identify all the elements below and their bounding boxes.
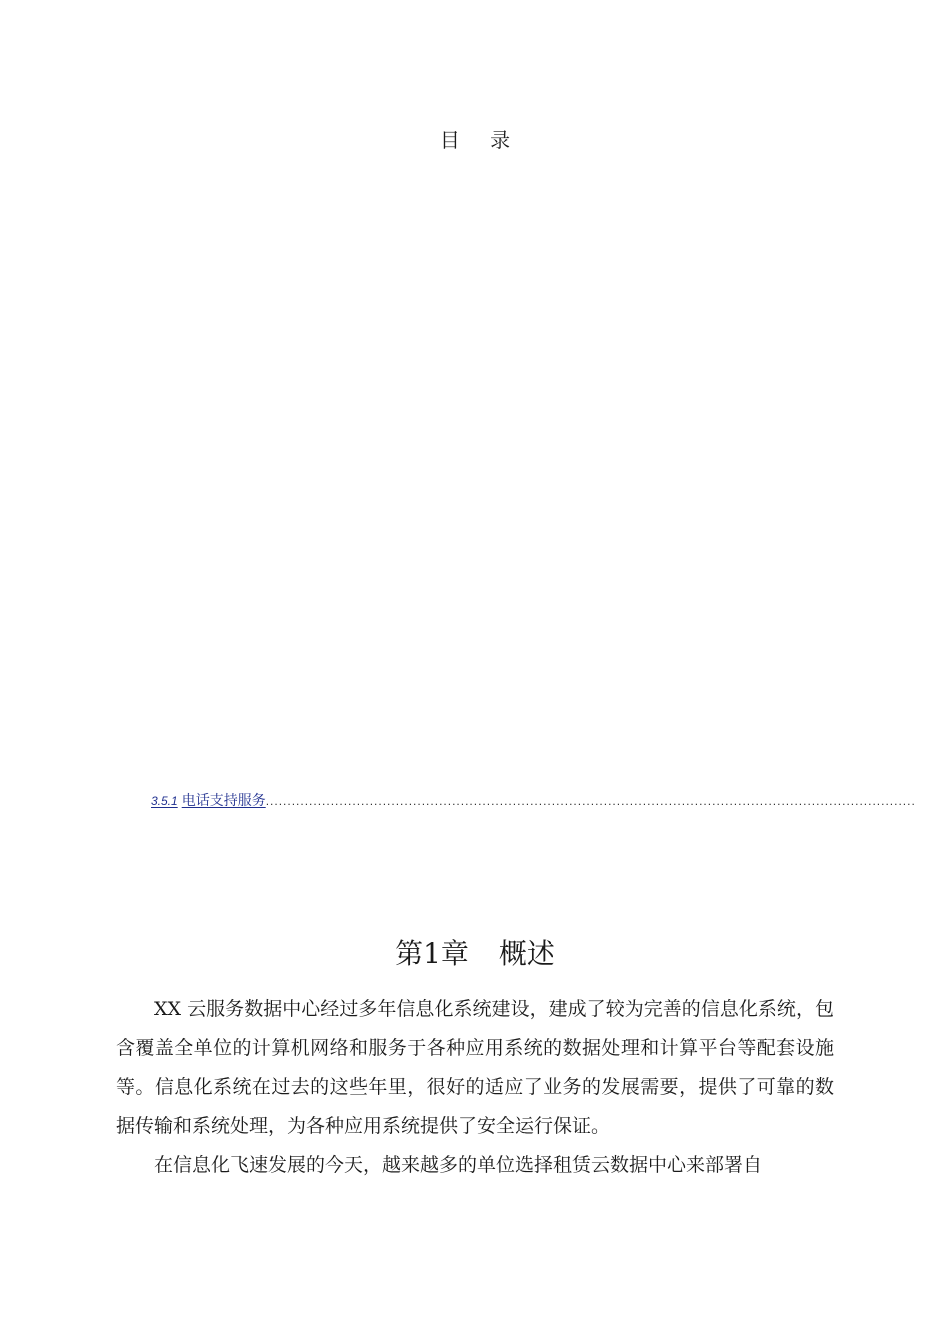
body-text <box>116 990 834 1185</box>
toc-entry-number: 3.5.1 <box>151 794 178 808</box>
chapter-number: 第1章 <box>395 937 469 970</box>
chapter-heading <box>0 932 950 972</box>
toc-entry-leader: ...................................................................................................................................................... <box>265 794 916 808</box>
toc-entry-label: 电话支持服务 <box>181 793 266 809</box>
toc-title: 目 录 <box>439 128 523 152</box>
paragraph: XX 云服务数据中心经过多年信息化系统建设，建成了较为完善的信息化系统，包含覆盖全单位的计算机网络和服务于各种应用系统的数据处理和计算平台等配套设施等。信息化系统在过去的这些年里，很好的适应了业务的发展需要，提供了可靠的数据传输和系统处理，为各种应用系统提供了安全运行保证。 <box>116 998 834 1137</box>
paragraph: 在信息化飞速发展的今天，越来越多的单位选择租赁云数据中心来部署自 <box>154 1154 763 1176</box>
toc-entry-link[interactable] <box>151 790 266 810</box>
chapter-title: 概述 <box>498 937 555 970</box>
toc-entry[interactable] <box>151 790 916 810</box>
